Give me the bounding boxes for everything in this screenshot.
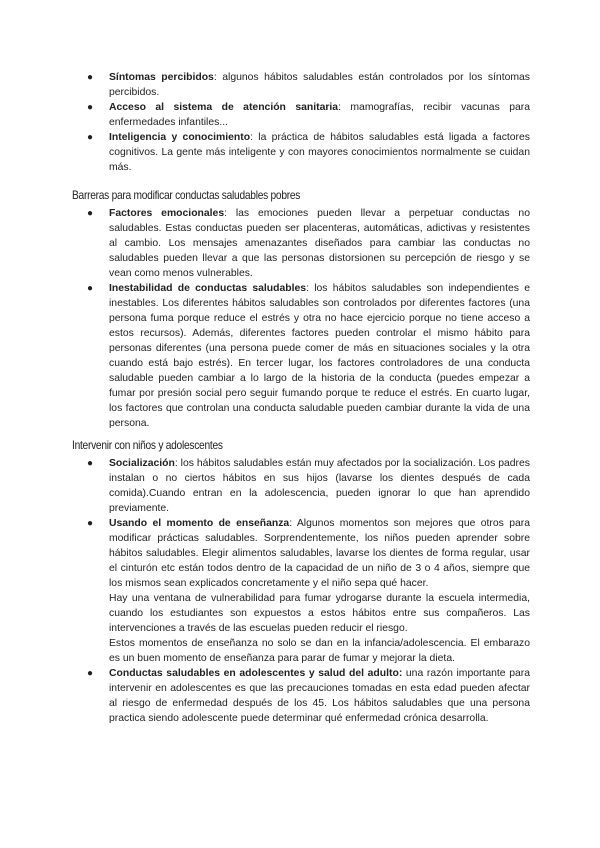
- bullet-icon: ●: [87, 283, 94, 294]
- list-item: [82, 281, 530, 431]
- item-text: : Algunos momentos son mejores que otros para modificar prácticas saludables. Sorprendentemente, los niños pueden aprender sobre hábitos saludables. Elegir alimentos saludables, lavarse los dientes de forma regular, usar el cinturón etc están todos dentro de la capacidad de un niño de 3 o 4 años, siempre que los mismos sean explicados concretamente y el niño sepa qué hacer.: [109, 518, 530, 589]
- item-text: : los hábitos saludables están muy afectados por la socialización. Los padres instalan o no ciertos hábitos en sus hijos (lavarse los dientes después de cada comida).Cuando entran en la adolescencia, pueden ignorar lo que han aprendido previamente.: [109, 458, 530, 514]
- list-item: [82, 70, 530, 100]
- item-term: Factores emocionales: [109, 208, 225, 219]
- bullet-icon: ●: [87, 208, 94, 219]
- section-heading-barriers: Barreras para modificar conductas saludables pobres: [72, 189, 301, 202]
- item-term: Conductas saludables en adolescentes y salud del adulto:: [109, 668, 403, 679]
- item-text: : las emociones pueden llevar a perpetuar conductas no saludables. Estas conductas pueden ser placenteras, automáticas, adictivas y resistentes al cambio. Los mensajes amenazantes diseñados para cambiar las conductas no saludables pueden llevar a que las personas distorsionen su percepción de riesgo y se vean como menos vulnerables.: [109, 208, 530, 279]
- bullet-icon: ●: [87, 458, 94, 469]
- item-text: : la práctica de hábitos saludables está ligada a factores cognitivos. La gente más inteligente y con mayores conocimientos normalmente se cuidan más.: [109, 132, 530, 173]
- list-item: [82, 666, 530, 726]
- list-item: [82, 206, 530, 281]
- item-term: Inteligencia y conocimiento: [109, 132, 251, 143]
- item-paragraph: Hay una ventana de vulnerabilidad para fumar ydrogarse durante la escuela intermedia, cuando los estudiantes son expuestos a estos hábitos entre sus compañeros. Las intervenciones a través de las escuelas pueden reducir el riesgo.: [109, 593, 530, 634]
- item-term: Inestabilidad de conductas saludables: [109, 283, 307, 294]
- bullet-icon: ●: [87, 668, 94, 679]
- item-text: una razón importante para intervenir en adolescentes es que las precauciones tomadas en esta edad pueden afectar al riesgo de enfermedad después de los 45. Los hábitos saludables que una persona practica siendo adolescente puede determinar qué enfermedad crónica desarrolla.: [109, 668, 530, 724]
- bullet-icon: ●: [87, 132, 94, 143]
- bullet-icon: ●: [87, 72, 94, 83]
- item-text: : algunos hábitos saludables están controlados por los síntomas percibidos.: [109, 72, 530, 98]
- bullet-list-barriers: [82, 206, 530, 431]
- bullet-list-factors: [82, 70, 530, 175]
- item-term: Síntomas percibidos: [109, 72, 214, 83]
- bullet-icon: ●: [87, 102, 94, 113]
- list-item: [82, 130, 530, 175]
- bullet-icon: ●: [87, 518, 94, 529]
- list-item: [82, 456, 530, 516]
- item-paragraph: Estos momentos de enseñanza no solo se dan en la infancia/adolescencia. El embarazo es un buen momento de enseñanza para parar de fumar y mejorar la dieta.: [109, 638, 530, 664]
- item-term: Usando el momento de enseñanza: [109, 518, 290, 529]
- item-text: : mamografías, recibir vacunas para enfermedades infantiles...: [109, 102, 530, 128]
- item-text: : los hábitos saludables son independientes e inestables. Los diferentes hábitos saludables son controlados por diferentes factores (una persona fuma porque reduce el estrés y otra no hace ejercicio porque no tiene acceso a estos recursos). Además, diferentes factores pueden controlar el mismo hábito para personas diferentes (una persona puede comer de más en situaciones sociales y la otra cuando está bajo estrés). En tercer lugar, los factores controladores de una conducta saludable pueden cambiar a lo largo de la historia de la conducta (puedes empezar a fumar por presión social pero seguir fumando porque te reduce el estrés. En cuarto lugar, los factores que controlan una conducta saludable pueden cambiar durante la vida de una persona.: [109, 283, 530, 429]
- item-term: Socialización: [109, 458, 175, 469]
- bullet-list-children: [82, 456, 530, 726]
- item-term: Acceso al sistema de atención sanitaria: [109, 102, 339, 113]
- section-heading-children: Intervenir con niños y adolescentes: [72, 439, 223, 452]
- list-item: [82, 516, 530, 666]
- list-item: [82, 100, 530, 130]
